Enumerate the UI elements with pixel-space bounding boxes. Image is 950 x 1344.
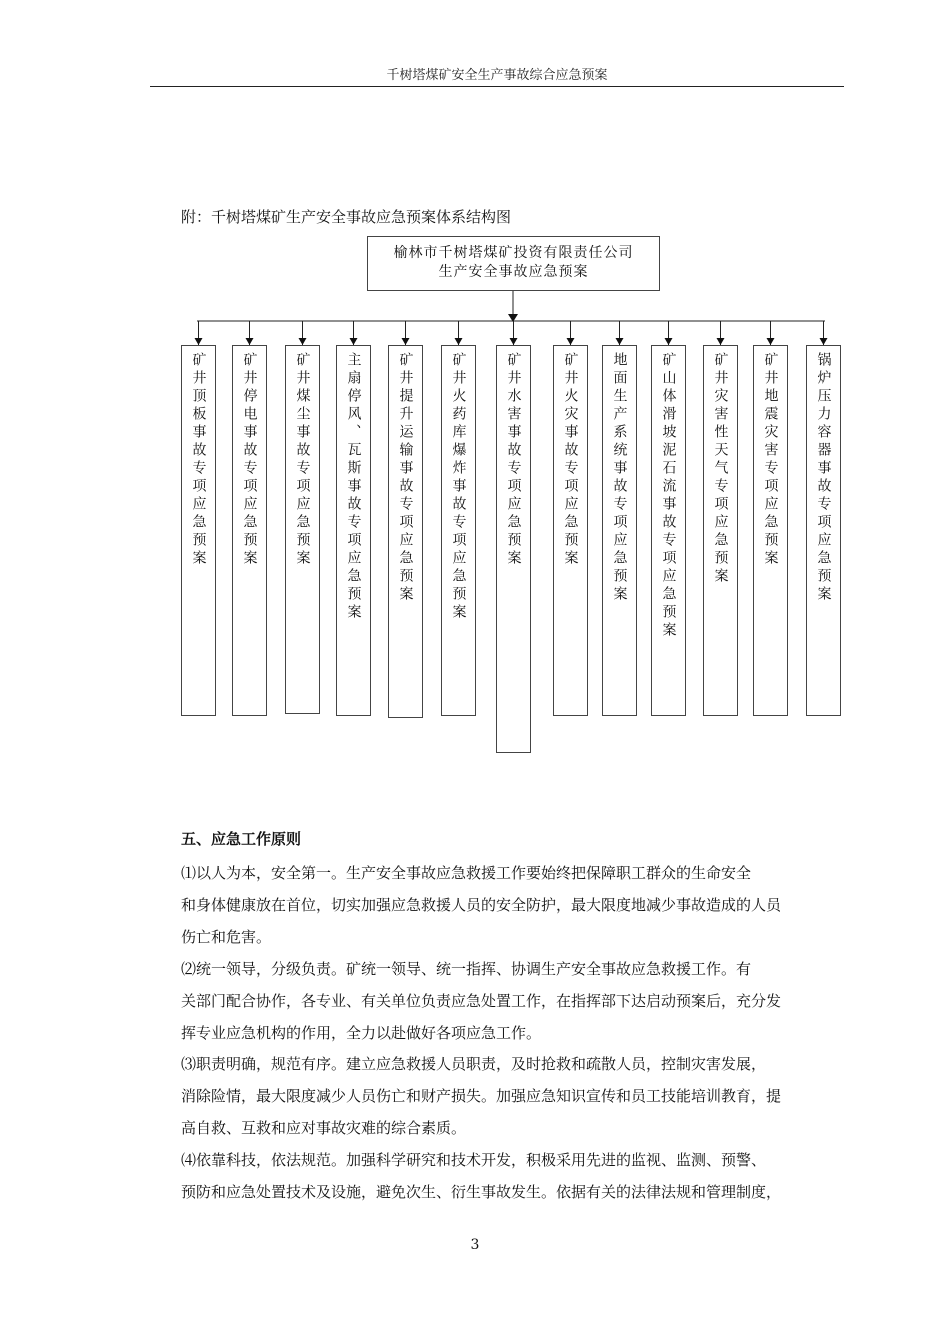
branch-plan-label: 矿井提升运输事故专项应急预案 <box>397 352 414 604</box>
paragraph-line: ⑵统一领导，分级负责。矿统一领导、统一指挥、协调生产安全事故应急救援工作。有 <box>181 960 752 978</box>
branch-plan-label: 矿山体滑坡泥石流事故专项应急预案 <box>660 352 677 640</box>
branch-plan-label: 地面生产系统事故专项应急预案 <box>611 352 628 604</box>
branch-plan-box <box>553 345 588 716</box>
branch-plan-label: 矿井顶板事故专项应急预案 <box>190 352 207 568</box>
paragraph-3 <box>181 1048 831 1144</box>
paragraph-4 <box>181 1144 831 1208</box>
paragraph-line: 预防和应急处置技术及设施，避免次生、衍生事故发生。依据有关的法律法规和管理制度， <box>181 1183 782 1201</box>
paragraph-line: ⑷依靠科技，依法规范。加强科学研究和技术开发，积极采用先进的监视、监测、预警、 <box>181 1151 767 1169</box>
root-plan-line1: 榆林市千树塔煤矿投资有限责任公司 <box>393 245 634 261</box>
branch-plan-label: 矿井停电事故专项应急预案 <box>241 352 258 568</box>
branch-plan-box <box>232 345 267 716</box>
paragraph-2 <box>181 953 831 1049</box>
branch-plan-box <box>388 345 423 718</box>
branch-drop-arrow <box>455 338 463 345</box>
branch-plan-box <box>441 345 476 716</box>
paragraph-line: 关部门配合协作，各专业、有关单位负责应急处置工作，在指挥部下达启动预案后，充分发 <box>181 992 782 1010</box>
root-plan-line2: 生产安全事故应急预案 <box>438 264 589 280</box>
section-heading: 五、应急工作原则 <box>181 830 302 848</box>
branch-plan-label: 矿井火灾事故专项应急预案 <box>562 352 579 568</box>
branch-plan-box <box>602 345 637 716</box>
branch-plan-box <box>806 345 841 716</box>
branch-drop-arrow <box>510 338 518 345</box>
branch-plan-box <box>496 345 531 753</box>
branch-plan-label: 矿井煤尘事故专项应急预案 <box>294 352 311 568</box>
paragraph-line: 挥专业应急机构的作用，全力以赴做好各项应急工作。 <box>181 1024 542 1042</box>
branch-drop-arrow <box>616 338 624 345</box>
branch-drop-arrow <box>717 338 725 345</box>
paragraph-1 <box>181 857 831 953</box>
page-number: 3 <box>470 1237 480 1253</box>
branch-plan-box <box>181 345 216 716</box>
branch-plan-box <box>336 345 371 716</box>
chart-caption: 附：千树塔煤矿生产安全事故应急预案体系结构图 <box>181 208 512 226</box>
paragraph-line: ⑴以人为本，安全第一。生产安全事故应急救援工作要始终把保障职工群众的生命安全 <box>181 864 752 882</box>
branch-drops <box>195 321 828 345</box>
branch-plan-label: 矿井火药库爆炸事故专项应急预案 <box>450 352 467 622</box>
branch-drop-arrow <box>299 338 307 345</box>
paragraph-line: 和身体健康放在首位，切实加强应急救援人员的安全防护，最大限度地减少事故造成的人员 <box>181 896 782 914</box>
branch-plan-label: 矿井水害事故专项应急预案 <box>505 352 522 568</box>
branch-drop-arrow <box>767 338 775 345</box>
branch-drop-arrow <box>350 338 358 345</box>
branch-plan-box <box>651 345 686 716</box>
paragraph-line: 伤亡和危害。 <box>181 928 272 946</box>
branch-drop-arrow <box>402 338 410 345</box>
branch-plan-label: 锅炉压力容器事故专项应急预案 <box>815 352 832 604</box>
header-title: 千树塔煤矿安全生产事故综合应急预案 <box>386 68 608 83</box>
branch-plan-box <box>703 345 738 716</box>
branch-drop-arrow <box>820 338 828 345</box>
paragraph-line: ⑶职责明确，规范有序。建立应急救援人员职责，及时抢救和疏散人员，控制灾害发展， <box>181 1055 767 1073</box>
paragraph-line: 高自救、互救和应对事故灾难的综合素质。 <box>181 1119 467 1137</box>
branch-drop-arrow <box>665 338 673 345</box>
branch-drop-arrow <box>246 338 254 345</box>
branch-plan-box <box>753 345 788 716</box>
branch-drop-arrow <box>567 338 575 345</box>
branch-plan-label: 主扇停风、瓦斯事故专项应急预案 <box>345 352 362 622</box>
branch-plan-label: 矿井灾害性天气专项应急预案 <box>712 352 729 586</box>
branch-plan-box <box>285 345 320 714</box>
branch-plan-label: 矿井地震灾害专项应急预案 <box>762 352 779 568</box>
branch-drop-arrow <box>195 338 203 345</box>
paragraph-line: 消除险情，最大限度减少人员伤亡和财产损失。加强应急知识宣传和员工技能培训教育，提 <box>181 1087 782 1105</box>
